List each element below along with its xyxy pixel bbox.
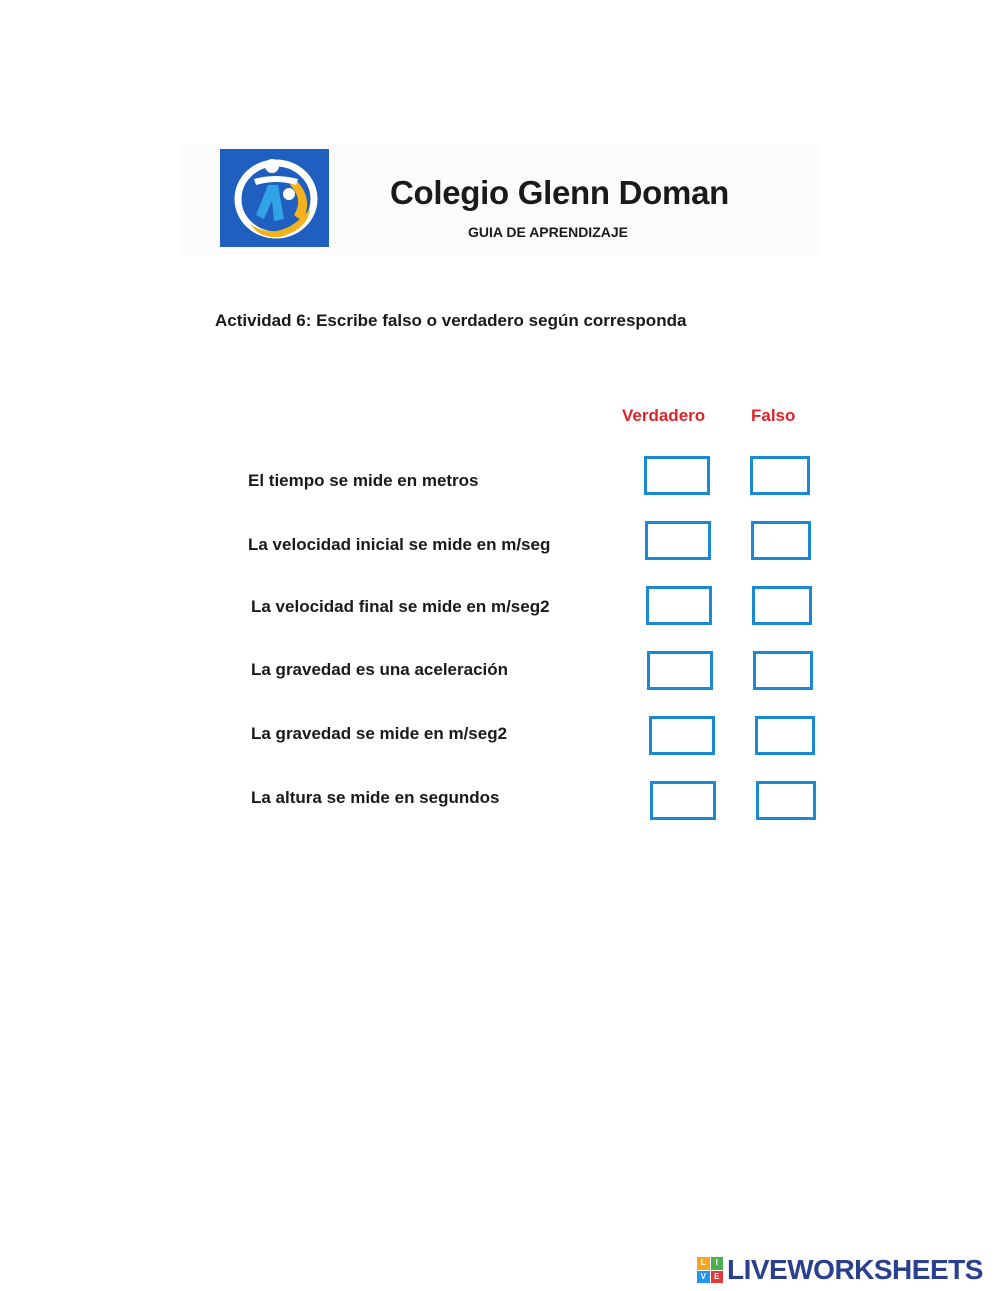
answer-box-false-6[interactable] [756,781,816,820]
liveworksheets-logo-icon: L I V E [697,1257,723,1283]
answer-box-true-1[interactable] [644,456,710,495]
column-header-true: Verdadero [622,406,706,425]
answer-box-false-3[interactable] [752,586,812,625]
answer-box-true-3[interactable] [646,586,712,625]
answer-box-false-2[interactable] [751,521,811,560]
activity-instructions: Actividad 6: Escribe falso o verdadero según corresponda [215,311,687,330]
answer-box-true-4[interactable] [647,651,713,690]
school-logo-icon [220,149,329,247]
statement-6: La altura se mide en segundos [251,788,500,807]
brand-name: LIVEWORKSHEETS [727,1254,983,1285]
liveworksheets-brand [697,1253,983,1287]
guide-subtitle: GUIA DE APRENDIZAJE [468,224,628,240]
answer-box-true-2[interactable] [645,521,711,560]
answer-box-false-5[interactable] [755,716,815,755]
answer-box-true-6[interactable] [650,781,716,820]
school-name: Colegio Glenn Doman [390,174,729,211]
statement-2: La velocidad inicial se mide en m/seg [248,535,551,554]
statement-1: El tiempo se mide en metros [248,471,479,490]
answer-box-false-4[interactable] [753,651,813,690]
statement-3: La velocidad final se mide en m/seg2 [251,597,550,616]
statement-4: La gravedad es una aceleración [251,660,509,679]
answer-box-false-1[interactable] [750,456,810,495]
column-header-false: Falso [751,406,796,425]
statement-5: La gravedad se mide en m/seg2 [251,724,508,743]
answer-box-true-5[interactable] [649,716,715,755]
